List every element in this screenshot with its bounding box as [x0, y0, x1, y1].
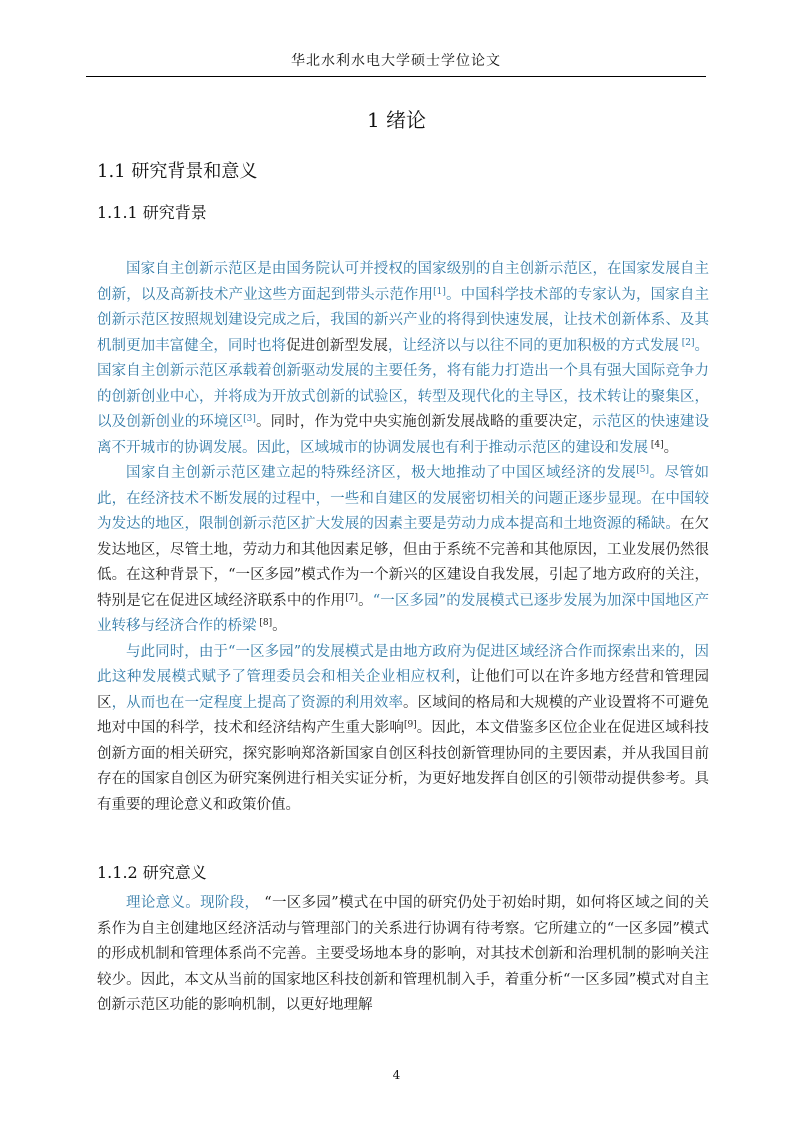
- text-span: “一区多园”模式在中国的研究仍处于初始时期，如何将区域之间的关系作为自主创建地区经济活动与管理部门的关系进行协调有待考察。它所建立的“一区多园”模式的形成机制和管理体系尚不完善。主要受场地本身的影响，对其技术创新和治理机制的影响关注较少。因此，本文从当前的国家地区科技创新和管理机制入手，着重分析“一区多园”模式对自主创新示范区功能的影响机制，以更好地理解: [97, 895, 709, 1013]
- citation: [1]: [433, 286, 446, 297]
- page-number: 4: [392, 1068, 401, 1082]
- citation: [9]: [403, 720, 417, 730]
- section-heading-1-1-1: 1.1.1 研究背景: [97, 203, 207, 222]
- text-span: 。因此，本文借鉴多区位企业在促进区域科技创新方面的相关研究，探究影响郑洛新国家自创区科技创新管理协同的主要因素，并从我国目前存在的国家自创区为研究案例进行相关实证分析，为更好地发挥自创区的引领带动提供参考。具有重要的理论意义和政策价值。: [97, 720, 710, 813]
- text-span: 。中国科学技术部的专家认为，国家自主创新示范区按照规划建设完成之后，我国的新兴产业的将得到快速发展，让技术创新体系、及其机制更加丰富健全，同时也将: [97, 286, 710, 354]
- text-span: 。: [358, 592, 373, 609]
- text-span: ，让经济以与以往不同的更加积极的方式发展: [387, 337, 679, 354]
- text-span: 国家自主创新示范区是由国务院认可并授权的国家级别的自主创新示范区，在国家发展自主创新，以及高新技术产业这些方面起到带头示范作用: [97, 261, 709, 303]
- text-span: 促进创新型发展: [286, 337, 388, 354]
- paragraph-3: [97, 640, 709, 819]
- section-heading-1-1-2: 1.1.2 研究意义: [97, 863, 207, 882]
- text-span: 。区域间的格局和大规模的产业设置将不可避免地对中国的科学，技术和经济结构产生重大影响: [97, 694, 710, 736]
- text-span: 。尽管如此，在经济技术不断发展的过程中，一些和自建区的发展密切相关的问题正逐步显现。在中国较为发达的地区，限制创新示范区扩大发展的因素主要是劳动力成本提高和土地资源的稀缺。: [97, 465, 710, 532]
- paragraph-2: [97, 461, 709, 640]
- citation: [5]: [636, 465, 649, 475]
- text-span: 。同时，作为党中央实施创新发展战略的重要决定，: [255, 414, 593, 430]
- text-span: 理论意义。现阶段，: [126, 895, 260, 911]
- section-heading-1-1: 1.1 研究背景和意义: [97, 161, 258, 182]
- citation: [4]: [648, 439, 664, 450]
- text-span: “一区多园”的发展模式已逐步发展为加深中国地区产业转移与经济合作的桥梁: [97, 592, 710, 634]
- citation: [8]: [256, 618, 273, 628]
- chapter-title: 1 绪论: [366, 108, 427, 132]
- text-span: ，从而也在一定程度上提高了资源的利用效率: [111, 694, 404, 711]
- body-block-significance: [97, 891, 709, 1019]
- citation: [7]: [345, 592, 359, 603]
- running-header: 华北水利水电大学硕士学位论文: [86, 50, 706, 77]
- paragraph-1: [97, 257, 709, 461]
- text-span: 与此同时，由于“一区多园”的发展模式是由地方政府为促进区域经济合作而探索出来的，因此这种发展模式赋予了管理委员会和相关企业相应权利: [97, 643, 709, 685]
- citation: [3]: [243, 414, 256, 424]
- text-span: 国家自主创新示范区建立起的特殊经济区，极大地推动了中国区域经济的发展: [126, 465, 637, 481]
- citation: [2]: [678, 337, 695, 348]
- paragraph-4: [97, 891, 709, 1019]
- text-span: 。: [272, 618, 287, 634]
- text-span: 在欠发达地区，尽管土地，劳动力和其他因素足够，但由于系统不完善和其他原因，工业发展仍然很低。在这种背景下，“一区多园”模式作为一个新兴的区建设自我发展，引起了地方政府的关注，特别是它在促进区域经济联系中的作用: [97, 516, 710, 609]
- text-span: 。: [663, 439, 679, 456]
- text-span: 。国家自主创新示范区承载着创新驱动发展的主要任务，将有能力打造出一个具有强大国际竞争力的创新创业中心，并将成为开放式创新的试验区，转型及现代化的主导区，技术转让的聚集区，以及创新创业的环境区: [97, 337, 710, 430]
- text-span: 示范区的快速建设离不开城市的协调发展。因此，区域城市的协调发展也有利于推动示范区的建设和发展: [97, 414, 710, 456]
- text-span: ，让他们可以在许多地方经营和管理园区: [97, 669, 709, 711]
- body-block-background: [97, 257, 709, 818]
